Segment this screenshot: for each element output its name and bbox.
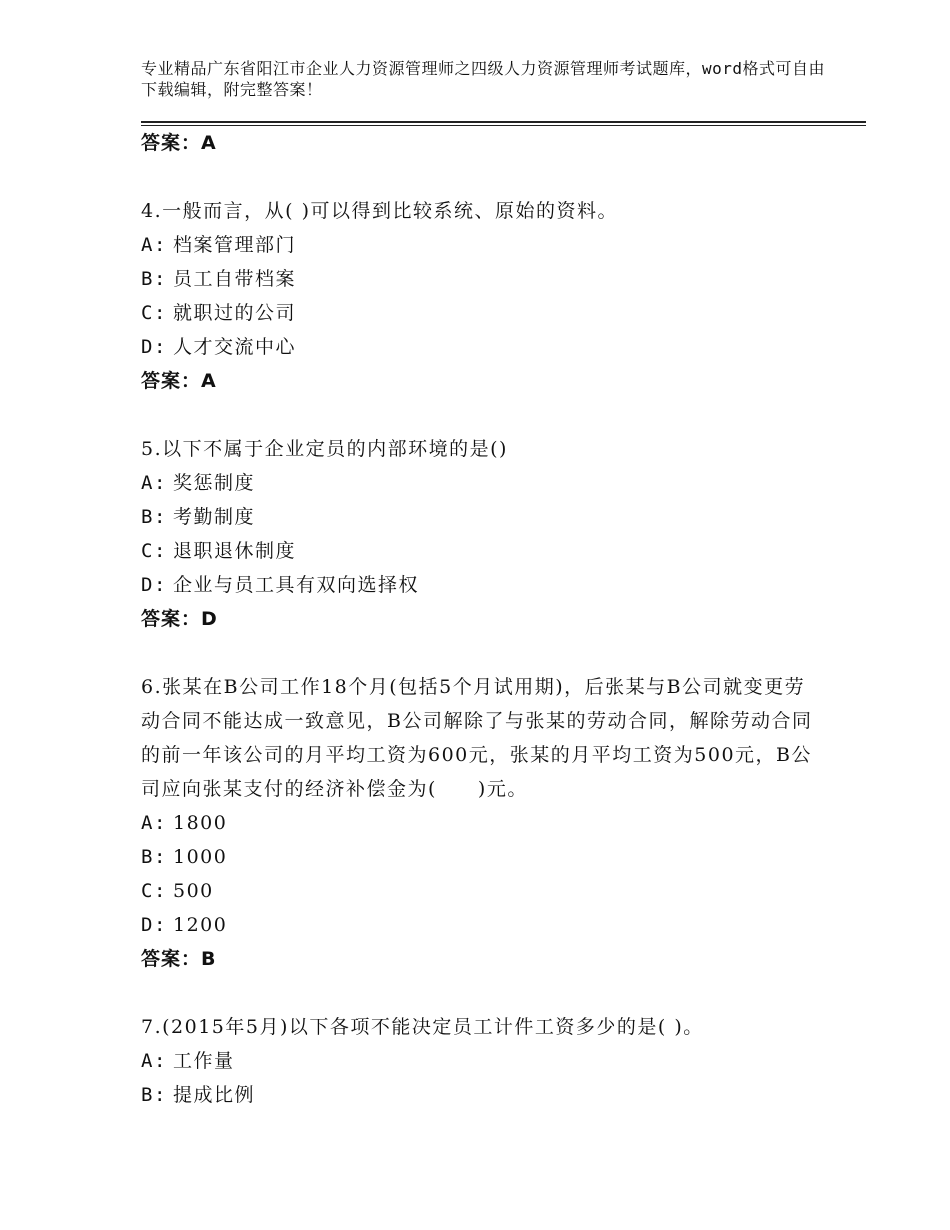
option-a — [141, 1044, 821, 1078]
option-a — [141, 806, 821, 840]
question-text: 5.以下不属于企业定员的内部环境的是() — [141, 438, 508, 460]
answer-line: 答案：A — [141, 370, 217, 392]
question-list — [141, 126, 821, 1112]
option-label: A: — [141, 234, 167, 256]
option-c — [141, 534, 821, 568]
option-text: 退职退休制度 — [173, 540, 297, 562]
option-text: 提成比例 — [173, 1084, 256, 1106]
option-text: 1800 — [173, 812, 228, 834]
option-label: D: — [141, 914, 167, 936]
option-text: 人才交流中心 — [173, 336, 297, 358]
option-label: B: — [141, 268, 167, 290]
option-c — [141, 874, 821, 908]
previous-answer: 答案：A — [141, 132, 217, 154]
option-label: D: — [141, 336, 167, 358]
option-text: 考勤制度 — [173, 506, 256, 528]
option-text: 500 — [173, 880, 214, 902]
option-label: B: — [141, 506, 167, 528]
option-label: A: — [141, 472, 167, 494]
option-label: C: — [141, 880, 167, 902]
option-text: 档案管理部门 — [173, 234, 297, 256]
option-text: 就职过的公司 — [173, 302, 297, 324]
option-b — [141, 840, 821, 874]
option-d — [141, 568, 821, 602]
header-divider-thick — [141, 121, 866, 123]
option-label: B: — [141, 846, 167, 868]
question-5 — [141, 432, 821, 636]
option-a — [141, 466, 821, 500]
option-text: 奖惩制度 — [173, 472, 256, 494]
question-4 — [141, 194, 821, 398]
option-text: 1200 — [173, 914, 228, 936]
option-d — [141, 908, 821, 942]
option-label: B: — [141, 1084, 167, 1106]
option-b — [141, 1078, 821, 1112]
option-label: A: — [141, 1050, 167, 1072]
option-text: 员工自带档案 — [173, 268, 297, 290]
option-label: C: — [141, 302, 167, 324]
question-7 — [141, 1010, 821, 1112]
option-b — [141, 500, 821, 534]
option-b — [141, 262, 821, 296]
question-text: 7.(2015年5月)以下各项不能决定员工计件工资多少的是( )。 — [141, 1016, 704, 1038]
option-c — [141, 296, 821, 330]
option-label: A: — [141, 812, 167, 834]
question-6 — [141, 670, 821, 976]
option-label: D: — [141, 574, 167, 596]
option-a — [141, 228, 821, 262]
answer-line: 答案：D — [141, 608, 218, 630]
option-text: 工作量 — [173, 1050, 235, 1072]
option-text: 1000 — [173, 846, 228, 868]
answer-line: 答案：B — [141, 948, 217, 970]
option-d — [141, 330, 821, 364]
question-text: 6.张某在B公司工作18个月(包括5个月试用期)，后张某与B公司就变更劳动合同不能达成一致意见，B公司解除了与张某的劳动合同，解除劳动合同的前一年该公司的月平均工资为600元，张某的月平均工资为500元，B公司应向张某支付的经济补偿金为( )元。 — [141, 676, 813, 800]
question-text: 4.一般而言，从( )可以得到比较系统、原始的资料。 — [141, 200, 618, 222]
page-header-title: 专业精品广东省阳江市企业人力资源管理师之四级人力资源管理师考试题库，word格式可自由下载编辑，附完整答案！ — [141, 59, 826, 99]
option-text: 企业与员工具有双向选择权 — [173, 574, 420, 596]
option-label: C: — [141, 540, 167, 562]
